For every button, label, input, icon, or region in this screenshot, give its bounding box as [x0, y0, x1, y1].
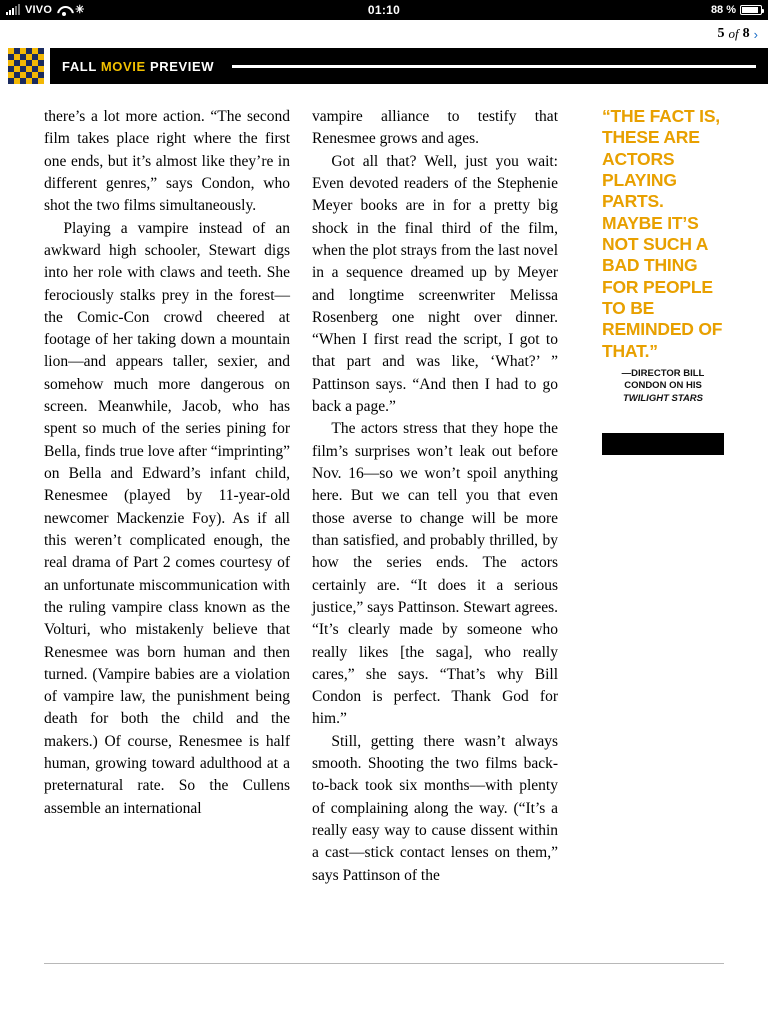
article-column-one	[44, 106, 290, 887]
page-of-label: of	[728, 26, 739, 41]
clock-label: 01:10	[367, 3, 401, 17]
attribution-line-1: —DIRECTOR BILL	[621, 368, 705, 380]
pull-quote-attribution	[602, 368, 724, 405]
battery-icon	[740, 5, 762, 15]
battery-percent-label: 88 %	[710, 4, 737, 16]
status-bar-left	[6, 4, 368, 16]
section-title-part1: FALL	[62, 58, 101, 74]
current-page-number: 5	[717, 26, 725, 41]
signal-bars-icon	[6, 5, 20, 15]
article-column-two	[312, 106, 558, 887]
attribution-line-2: CONDON ON HIS	[624, 380, 702, 392]
total-page-number: 8	[742, 26, 750, 41]
status-bar-right	[400, 4, 762, 16]
checkerboard-logo-icon	[8, 48, 44, 84]
paragraph: Still, getting there wasn’t always smooth. Shooting the two films back-to-back took six months—with plenty of complaining along the way. (“It’s a really easy way to cause dissent within a cast—stick contact lenses on them,” says Pattinson of the	[312, 732, 558, 884]
sidebar-column	[602, 106, 724, 887]
sync-icon: ✳	[75, 3, 85, 16]
page-bottom-divider	[44, 963, 724, 964]
paragraph: vampire alliance to testify that Renesmee grows and ages.	[312, 108, 558, 148]
next-page-chevron-icon[interactable]: ›	[753, 26, 758, 42]
paragraph: The actors stress that they hope the film’s surprises won’t leak out before Nov. 16—so we won’t spoil anything here. But we can tell you that even those averse to change will be more than satisfied, and probably thrilled, by how the series ends. The actors certainly are. “It does it a serious justice,” says Pattinson. Stewart agrees. “It’s clearly made by someone who really likes [the saga], who really cares,” she says. “That’s why Bill Condon is perfect. Thank God for him.”	[312, 420, 558, 728]
header-band	[50, 48, 768, 84]
section-title-part2: PREVIEW	[145, 58, 215, 74]
paragraph: Got all that? Well, just you wait: Even devoted readers of the Stephenie Meyer books are in for a pretty big shock in the final third of the film, when the plot strays from the last novel in a sequence dreamed up by Meyer and longtime screenwriter Melissa Rosenberg one night over dinner. “When I first read the script, I got to that part and was like, ‘What?’ ” Pattinson says. “And then I had to go back a page.”	[312, 152, 558, 416]
pull-quote-text: “THE FACT IS, THESE ARE ACTORS PLAYING PARTS. MAYBE IT’S NOT SUCH A BAD THING FOR PEOPLE TO BE REMINDED OF THAT.”	[602, 106, 723, 361]
wifi-icon	[57, 5, 70, 16]
section-title-highlight: MOVIE	[100, 58, 146, 74]
page-indicator-bar	[0, 20, 768, 48]
paragraph: there’s a lot more action. “The second film takes place right where the first one ends, but it’s almost like they’re in different genres,” says Condon, who shot the two films simultaneously.	[44, 108, 290, 215]
sidebar-image-block	[602, 433, 724, 455]
paragraph: Playing a vampire instead of an awkward high schooler, Stewart digs into her role with claws and teeth. She ferociously stalks prey in the forest—the Comic-Con crowd cheered at footage of her taking down a mountain lion—and appears taller, sexier, and somehow much more dangerous on screen. Meanwhile, Jacob, who has spent so much of the series pining for Bella, finds true love after “imprinting” on Bella and Edward’s infant child, Renesmee (played by 11-year-old newcomer Mackenzie Foy). As if all this weren’t complicated enough, the real drama of Part 2 comes courtesy of an unfortunate miscommunication with the ruling vampire class known as the Volturi, who mistakenly believe that Renesmee was born human and then turned. (Vampire babies are a violation of vampire law, the punishment being death for both the child and the makers.) Of course, Renesmee is half human, growing toward adulthood at a preternatural rate. So the Cullens assemble an international	[44, 219, 290, 817]
magazine-header	[0, 48, 768, 84]
ios-status-bar	[0, 0, 768, 20]
attribution-line-3: TWILIGHT STARS	[622, 392, 704, 404]
article-body	[0, 84, 768, 964]
section-title	[62, 59, 214, 74]
carrier-label: VIVO	[25, 4, 53, 16]
header-rule	[232, 65, 756, 68]
article-columns	[44, 106, 724, 887]
